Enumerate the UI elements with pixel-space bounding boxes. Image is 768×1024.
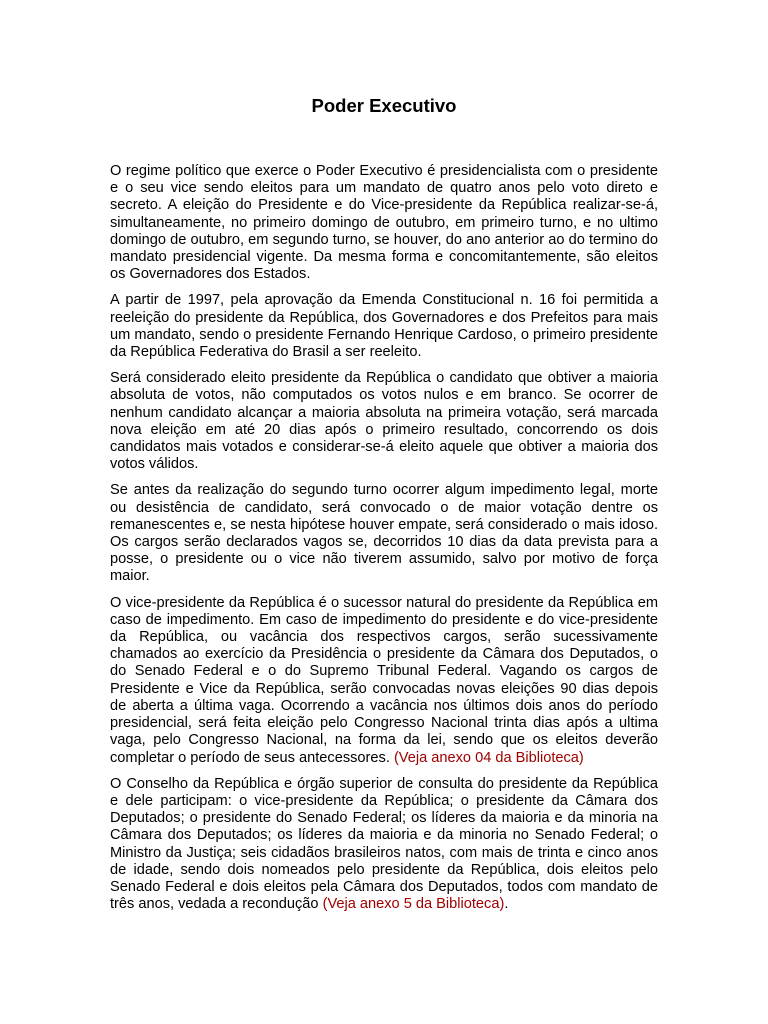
paragraph-text: O vice-presidente da República é o sucessor natural do presidente da República em caso de impedimento. Em caso de impedimento do presidente e do vice-presidente da República, ou vacância dos respectivos cargos, serão sucessivamente chamados ao exercício da Presidência o presidente da Câmara dos Deputados, o do Senado Federal e o do Supremo Tribunal Federal. Vagando os cargos de Presidente e Vice da República, serão convocadas novas eleições 90 dias depois de aberta a última vaga. Ocorrendo a vacância nos últimos dois anos do período presidencial, será feita eleição pelo Congresso Nacional trinta dias após a ultima vaga, pelo Congresso Nacional, na forma da lei, sendo que os eleitos deverão completar o período de seus antecessores. — [110, 594, 658, 766]
paragraph-text: Será considerado eleito presidente da República o candidato que obtiver a maioria absoluta de votos, não computados os votos nulos e em branco. Se ocorrer de nenhum candidato alcançar a maioria absoluta na primeira votação, será marcada nova eleição em até 20 dias após o primeiro resultado, concorrendo os dois candidatos mais votados e considerar-se-á eleito aquele que obtiver a maioria dos votos válidos. — [110, 370, 658, 473]
reference-link-annex-5[interactable]: (Veja anexo 5 da Biblioteca) — [322, 896, 505, 913]
document-page — [110, 91, 658, 922]
paragraph-text: Se antes da realização do segundo turno ocorrer algum impedimento legal, morte ou desistência de candidato, será convocado o de maior votação dentre os remanescentes e, se nesta hipótese houver empate, será considerado o mais idoso. Os cargos serão declarados vagos se, decorridos 10 dias da data prevista para a posse, o presidente ou o vice não tiverem assumido, salvo por motivo de força maior. — [110, 482, 658, 585]
paragraph-council — [110, 776, 658, 914]
document-title: Poder Executivo — [311, 95, 457, 116]
paragraph-tail: . — [504, 896, 509, 913]
paragraph-text: A partir de 1997, pela aprovação da Emenda Constitucional n. 16 foi permitida a reeleição do presidente da República, dos Governadores e dos Prefeitos para mais um mandato, sendo o presidente Fernando Henrique Cardoso, o primeiro presidente da República Federativa do Brasil a ser reeleito. — [110, 292, 658, 361]
paragraph-succession — [110, 595, 658, 767]
paragraph-reelection — [110, 292, 658, 361]
paragraph-text: O regime político que exerce o Poder Executivo é presidencialista com o presidente e o seu vice sendo eleitos para um mandato de quatro anos pelo voto direto e secreto. A eleição do Presidente e do Vice-presidente da República realizar-se-á, simultaneamente, no primeiro domingo de outubro, em primeiro turno, e no ultimo domingo de outubro, em segundo turno, se houver, do ano anterior ao do termino do mandato presidencial vigente. Da mesma forma e concomitantemente, são eleitos os Governadores dos Estados. — [110, 163, 658, 283]
paragraph-election — [110, 163, 658, 283]
paragraph-text: O Conselho da República e órgão superior de consulta do presidente da República e dele participam: o vice-presidente da República; o presidente da Câmara dos Deputados; o presidente do Senado Federal; os líderes da maioria e da minoria na Câmara dos Deputados; os líderes da maioria e da minoria no Senado Federal; o Ministro da Justiça; seis cidadãos brasileiros natos, com mais de trinta e cinco anos de idade, sendo dois nomeados pelo presidente da República, dois eleitos pelo Senado Federal e dois eleitos pela Câmara dos Deputados, todos com mandato de três anos, vedada a recondução — [110, 775, 658, 913]
paragraph-second-round — [110, 482, 658, 585]
paragraph-majority — [110, 370, 658, 473]
reference-link-annex-04[interactable]: (Veja anexo 04 da Biblioteca) — [393, 749, 584, 766]
